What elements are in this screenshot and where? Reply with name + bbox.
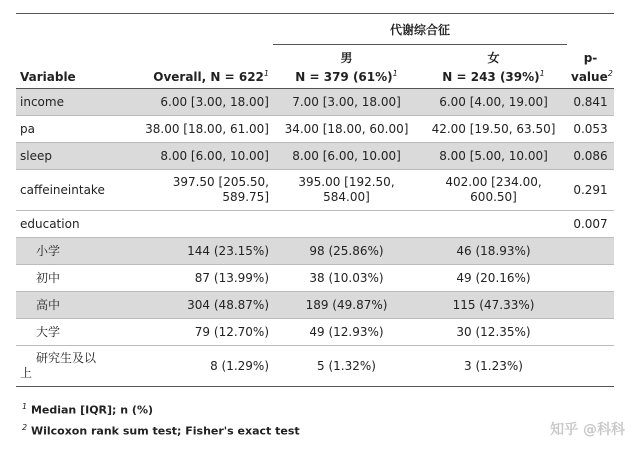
row-variable: 研究生及以 上 (16, 346, 126, 387)
row-variable: 小学 (16, 238, 126, 265)
table-row: 初中 87 (13.99%) 38 (10.03%) 49 (20.16%) (16, 265, 614, 292)
row-variable: education (16, 211, 126, 238)
summary-table (16, 13, 614, 387)
watermark: 知乎 @科科 (550, 422, 625, 438)
footnote-2: $^2$ Wilcoxon rank sum test; Fisher's exact test (22, 423, 300, 438)
col-header-female: 女 N = 243 $(39\%)^1$ (442, 51, 545, 84)
table-row: 小学 144 (23.15%) 98 (25.86%) 46 (18.93%) (16, 238, 614, 265)
col-header-overall: Overall, $N = 622^1$ (153, 69, 269, 84)
row-variable: 初中 (16, 265, 126, 292)
row-variable: 大学 (16, 319, 126, 346)
row-variable: caffeineintake (16, 170, 126, 211)
col-header-male: 男 N = 379 $(61\%)^1$ (295, 51, 398, 84)
footnotes (22, 396, 300, 438)
table-row: education 0.007 (16, 211, 614, 238)
spanner-header: 代谢综合征 (273, 14, 567, 45)
row-variable: sleep (16, 143, 126, 170)
table-row: income 6.00 [3.00, 18.00] 7.00 [3.00, 18.00] 6.00 [4.00, 19.00] 0.841 (16, 89, 614, 116)
table-row: sleep 8.00 [6.00, 10.00] 8.00 [6.00, 10.00] 8.00 [5.00, 10.00] 0.086 (16, 143, 614, 170)
table-row: 高中 304 (48.87%) 189 (49.87%) 115 (47.33%) (16, 292, 614, 319)
footnote-1: $^1$ Median [IQR]; n (%) (22, 402, 154, 417)
row-variable: income (16, 89, 126, 116)
row-variable: 高中 (16, 292, 126, 319)
row-variable: pa (16, 116, 126, 143)
table-row: 大学 79 (12.70%) 49 (12.93%) 30 (12.35%) (16, 319, 614, 346)
table-row: pa 38.00 [18.00, 61.00] 34.00 [18.00, 60.00] 42.00 [19.50, 63.50] 0.053 (16, 116, 614, 143)
col-header-pvalue: p- value$^2$ (571, 51, 613, 84)
table-row: caffeineintake 397.50 [205.50, 589.75] 395.00 [192.50, 584.00] 402.00 [234.00, 600.50] 0.291 (16, 170, 614, 211)
table-row: 研究生及以 上 8 (1.29%) 5 (1.32%) 3 (1.23%) (16, 346, 614, 387)
col-header-variable: Variable (20, 70, 76, 84)
